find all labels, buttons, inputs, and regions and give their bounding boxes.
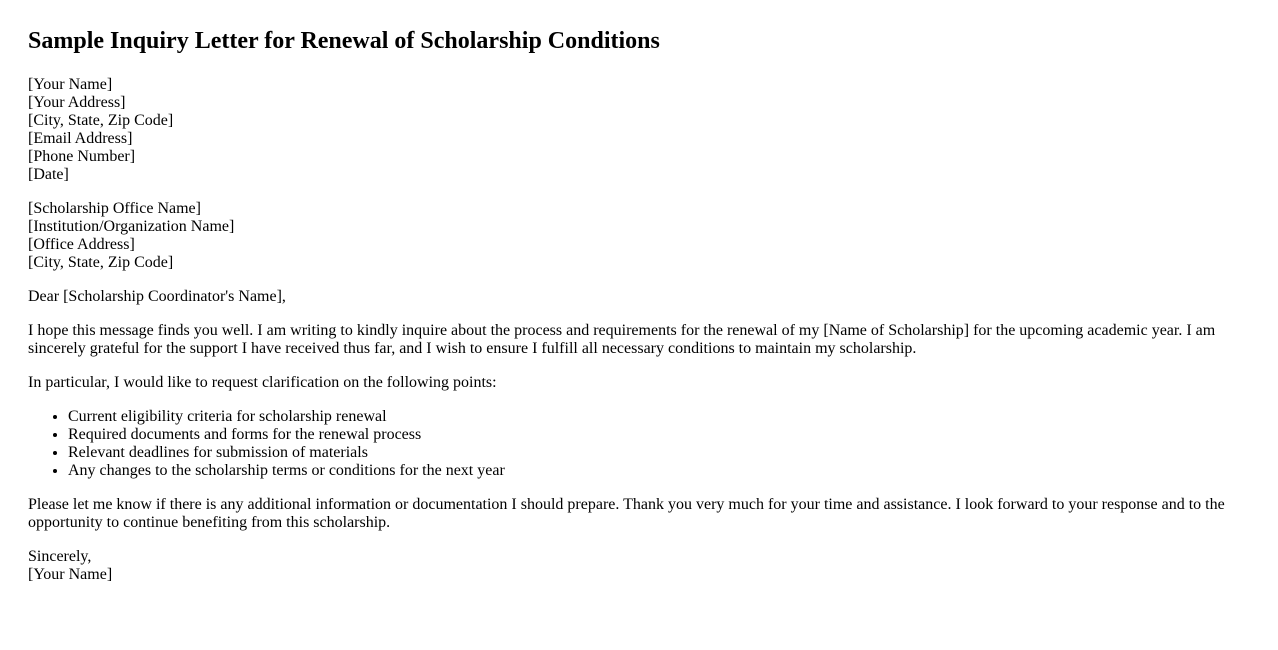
signature-name: [Your Name]	[28, 566, 113, 583]
page-title: Sample Inquiry Letter for Renewal of Scholarship Conditions	[28, 28, 660, 54]
sender-email: [Email Address]	[28, 130, 133, 147]
list-item: • Any changes to the scholarship terms or conditions for the next year	[68, 462, 1250, 480]
letter-date: [Date]	[28, 166, 69, 183]
closing-phrase: Sincerely,	[28, 548, 92, 565]
recipient-office-address: [Office Address]	[28, 236, 135, 253]
recipient-office-name: [Scholarship Office Name]	[28, 200, 201, 217]
salutation: Dear [Scholarship Coordinator's Name],	[28, 288, 286, 305]
body-paragraph-intro: I hope this message finds you well. I am writing to kindly inquire about the process and requirements for the renewal of my [Name of Scholarship] for the upcoming academic year. I am sincerely grateful for the support I have received thus far, and I wish to ensure I fulfill all necessary conditions to maintain my scholarship.	[28, 322, 1216, 357]
sender-address: [Your Address]	[28, 94, 126, 111]
inquiry-points-list	[28, 408, 1250, 480]
recipient-institution-name: [Institution/Organization Name]	[28, 218, 235, 235]
sender-phone: [Phone Number]	[28, 148, 136, 165]
sender-address-block	[28, 76, 1250, 184]
list-item: • Required documents and forms for the renewal process	[68, 426, 1250, 444]
list-item: • Relevant deadlines for submission of materials	[68, 444, 1250, 462]
sender-city-state-zip: [City, State, Zip Code]	[28, 112, 174, 129]
sender-name: [Your Name]	[28, 76, 113, 93]
list-item: • Current eligibility criteria for scholarship renewal	[68, 408, 1250, 426]
body-paragraph-request: In particular, I would like to request clarification on the following points:	[28, 374, 497, 391]
signature-block	[28, 548, 1250, 584]
body-paragraph-closing: Please let me know if there is any additional information or documentation I should prepare. Thank you very much for your time and assistance. I look forward to your response and to the opportunity to continue benefiting from this scholarship.	[28, 496, 1225, 531]
recipient-city-state-zip: [City, State, Zip Code]	[28, 254, 174, 271]
recipient-address-block	[28, 200, 1250, 272]
